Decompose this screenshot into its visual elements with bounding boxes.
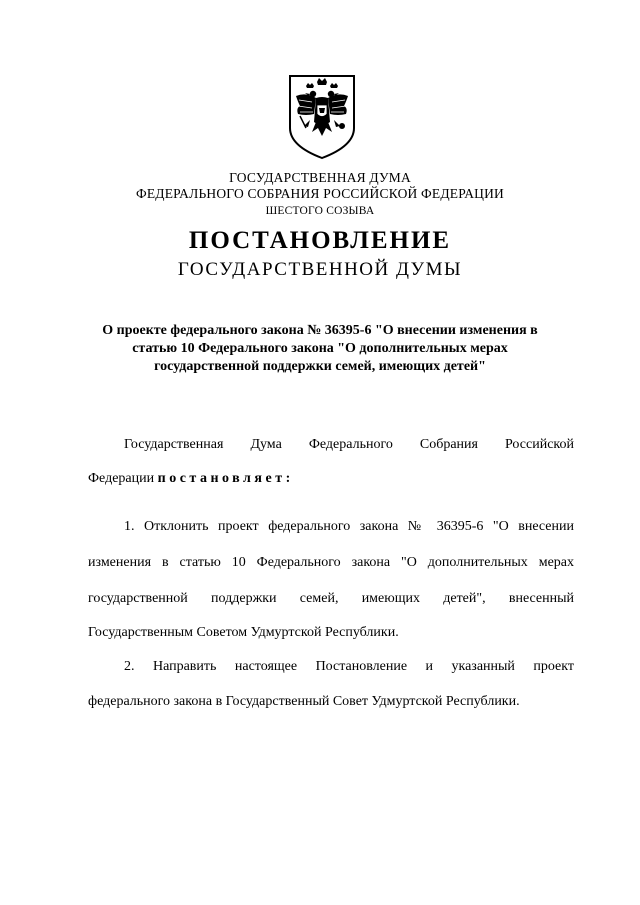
issuer-name: ГОСУДАРСТВЕННАЯ ДУМА (229, 170, 411, 185)
document-type-title: ПОСТАНОВЛЕНИЕ (188, 227, 452, 254)
document-issuer-subtitle: ГОСУДАРСТВЕННОЙ ДУМЫ (177, 259, 463, 280)
preamble-line: Государственная Дума Федерального Собрания Российской (124, 437, 574, 452)
item-2-line: 2. Направить настоящее Постановление и указанный проект (124, 659, 574, 674)
subject-line: статью 10 Федерального закона "О дополнительных мерах (132, 341, 508, 356)
decision-word: постановляет: (157, 471, 294, 486)
resolution-subject (60, 322, 580, 376)
convocation: ШЕСТОГО СОЗЫВА (265, 205, 375, 217)
item-1-line: государственной поддержки семей, имеющих детей", внесенный (88, 591, 574, 606)
item-1-line: Государственным Советом Удмуртской Республики. (88, 625, 399, 640)
subject-line: государственной поддержки семей, имеющих детей" (154, 359, 486, 374)
russian-coat-of-arms-icon (286, 72, 358, 160)
preamble-text: Федерации (88, 471, 158, 486)
parliament-name: ФЕДЕРАЛЬНОГО СОБРАНИЯ РОССИЙСКОЙ ФЕДЕРАЦИИ (136, 186, 504, 201)
item-1-line: изменения в статью 10 Федерального закона "О дополнительных мерах (88, 555, 574, 570)
preamble-line (88, 470, 574, 488)
subject-line: О проекте федерального закона № 36395-6 "О внесении изменения в (102, 323, 538, 338)
item-2-line: федерального закона в Государственный Совет Удмуртской Республики. (88, 694, 520, 709)
item-1-line: 1. Отклонить проект федерального закона № 36395-6 "О внесении (124, 519, 574, 534)
